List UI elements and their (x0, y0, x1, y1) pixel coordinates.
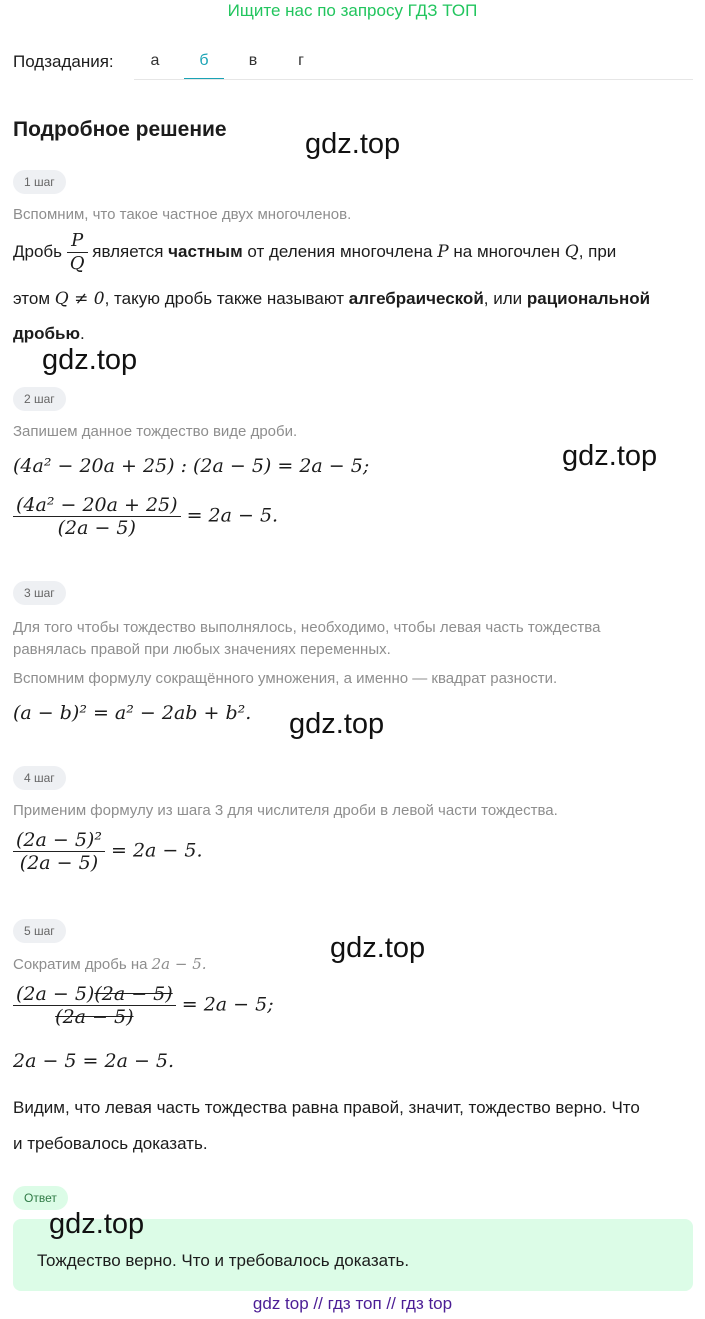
step-3-formula: (a − b)² = a² − 2ab + b². (13, 702, 252, 724)
watermark: gdz.top (562, 440, 658, 472)
step-3-badge: 3 шаг (13, 581, 66, 605)
step-2-hint: Запишем данное тождество виде дроби. (13, 423, 298, 440)
step-1-text-2: этом Q ≠ 0, такую дробь также называют алгебраической, или рациональной (13, 289, 651, 309)
tab-g[interactable]: г (298, 52, 304, 69)
step-2-equation-2: $\frac{\text{(4a² − 20a + 25)}}{(2a - 5)}$ = 2a − 5. (13, 494, 278, 539)
step-1-badge: 1 шаг (13, 170, 66, 194)
watermark: gdz.top (305, 128, 401, 160)
tabs-divider (134, 79, 693, 80)
subtasks-bar (13, 50, 693, 80)
watermark: gdz.top (330, 932, 426, 964)
conclusion-line-1: Видим, что левая часть тождества равна правой, значит, тождество верно. Что (13, 1098, 640, 1117)
step-4-hint: Применим формулу из шага 3 для числителя дроби в левой части тождества. (13, 802, 558, 819)
promo-banner[interactable]: Ищите нас по запросу ГДЗ ТОП (227, 1, 478, 20)
answer-box (13, 1219, 693, 1291)
step-1-text-3: дробью. (13, 324, 85, 343)
step-5-equation-1: $\frac{(2a - 5)(2a - 5)}{(2a - 5)}$ = 2a − 5; (13, 983, 274, 1028)
step-2-equation-1: (4a² − 20a + 25) : (2a − 5) = 2a − 5; (13, 455, 370, 477)
step-4-badge: 4 шаг (13, 766, 66, 790)
step-2-badge: 2 шаг (13, 387, 66, 411)
footer-links[interactable]: gdz top // гдз топ // гдз top (252, 1294, 453, 1313)
watermark: gdz.top (42, 344, 138, 376)
step-5-badge: 5 шаг (13, 919, 66, 943)
answer-text: Тождество верно. Что и требовалось доказать. (37, 1251, 410, 1270)
conclusion-line-2: и требовалось доказать. (13, 1134, 208, 1153)
watermark: gdz.top (289, 708, 385, 740)
step-5-hint: Сократим дробь на 2a − 5. (13, 955, 207, 973)
step-3-hint-2: Вспомним формулу сокращённого умножения, а именно — квадрат разности. (13, 670, 558, 687)
answer-badge: Ответ (13, 1186, 68, 1210)
solution-title: Подробное решение (13, 118, 227, 141)
watermark: gdz.top (49, 1208, 145, 1240)
tab-v[interactable]: в (248, 52, 258, 69)
step-4-equation: $\frac{\text{(2a − 5)²}}{(2a - 5)}$ = 2a − 5. (13, 829, 203, 874)
step-5-equation-2: 2a − 5 = 2a − 5. (13, 1050, 175, 1072)
step-1-text: Дробь $\frac{P}{Q}$ является частным от деления многочлена P на многочлен Q, при (13, 230, 617, 274)
step-1-hint: Вспомним, что такое частное двух многочленов. (13, 206, 352, 223)
tab-a[interactable]: а (150, 52, 160, 69)
step-3-hint-1: Для того чтобы тождество выполнялось, необходимо, чтобы левая часть тождества равнялась правой при любых значениях переменных. (13, 619, 601, 658)
subtasks-label: Подзадания: (13, 52, 114, 71)
tab-b[interactable]: б (184, 50, 224, 80)
